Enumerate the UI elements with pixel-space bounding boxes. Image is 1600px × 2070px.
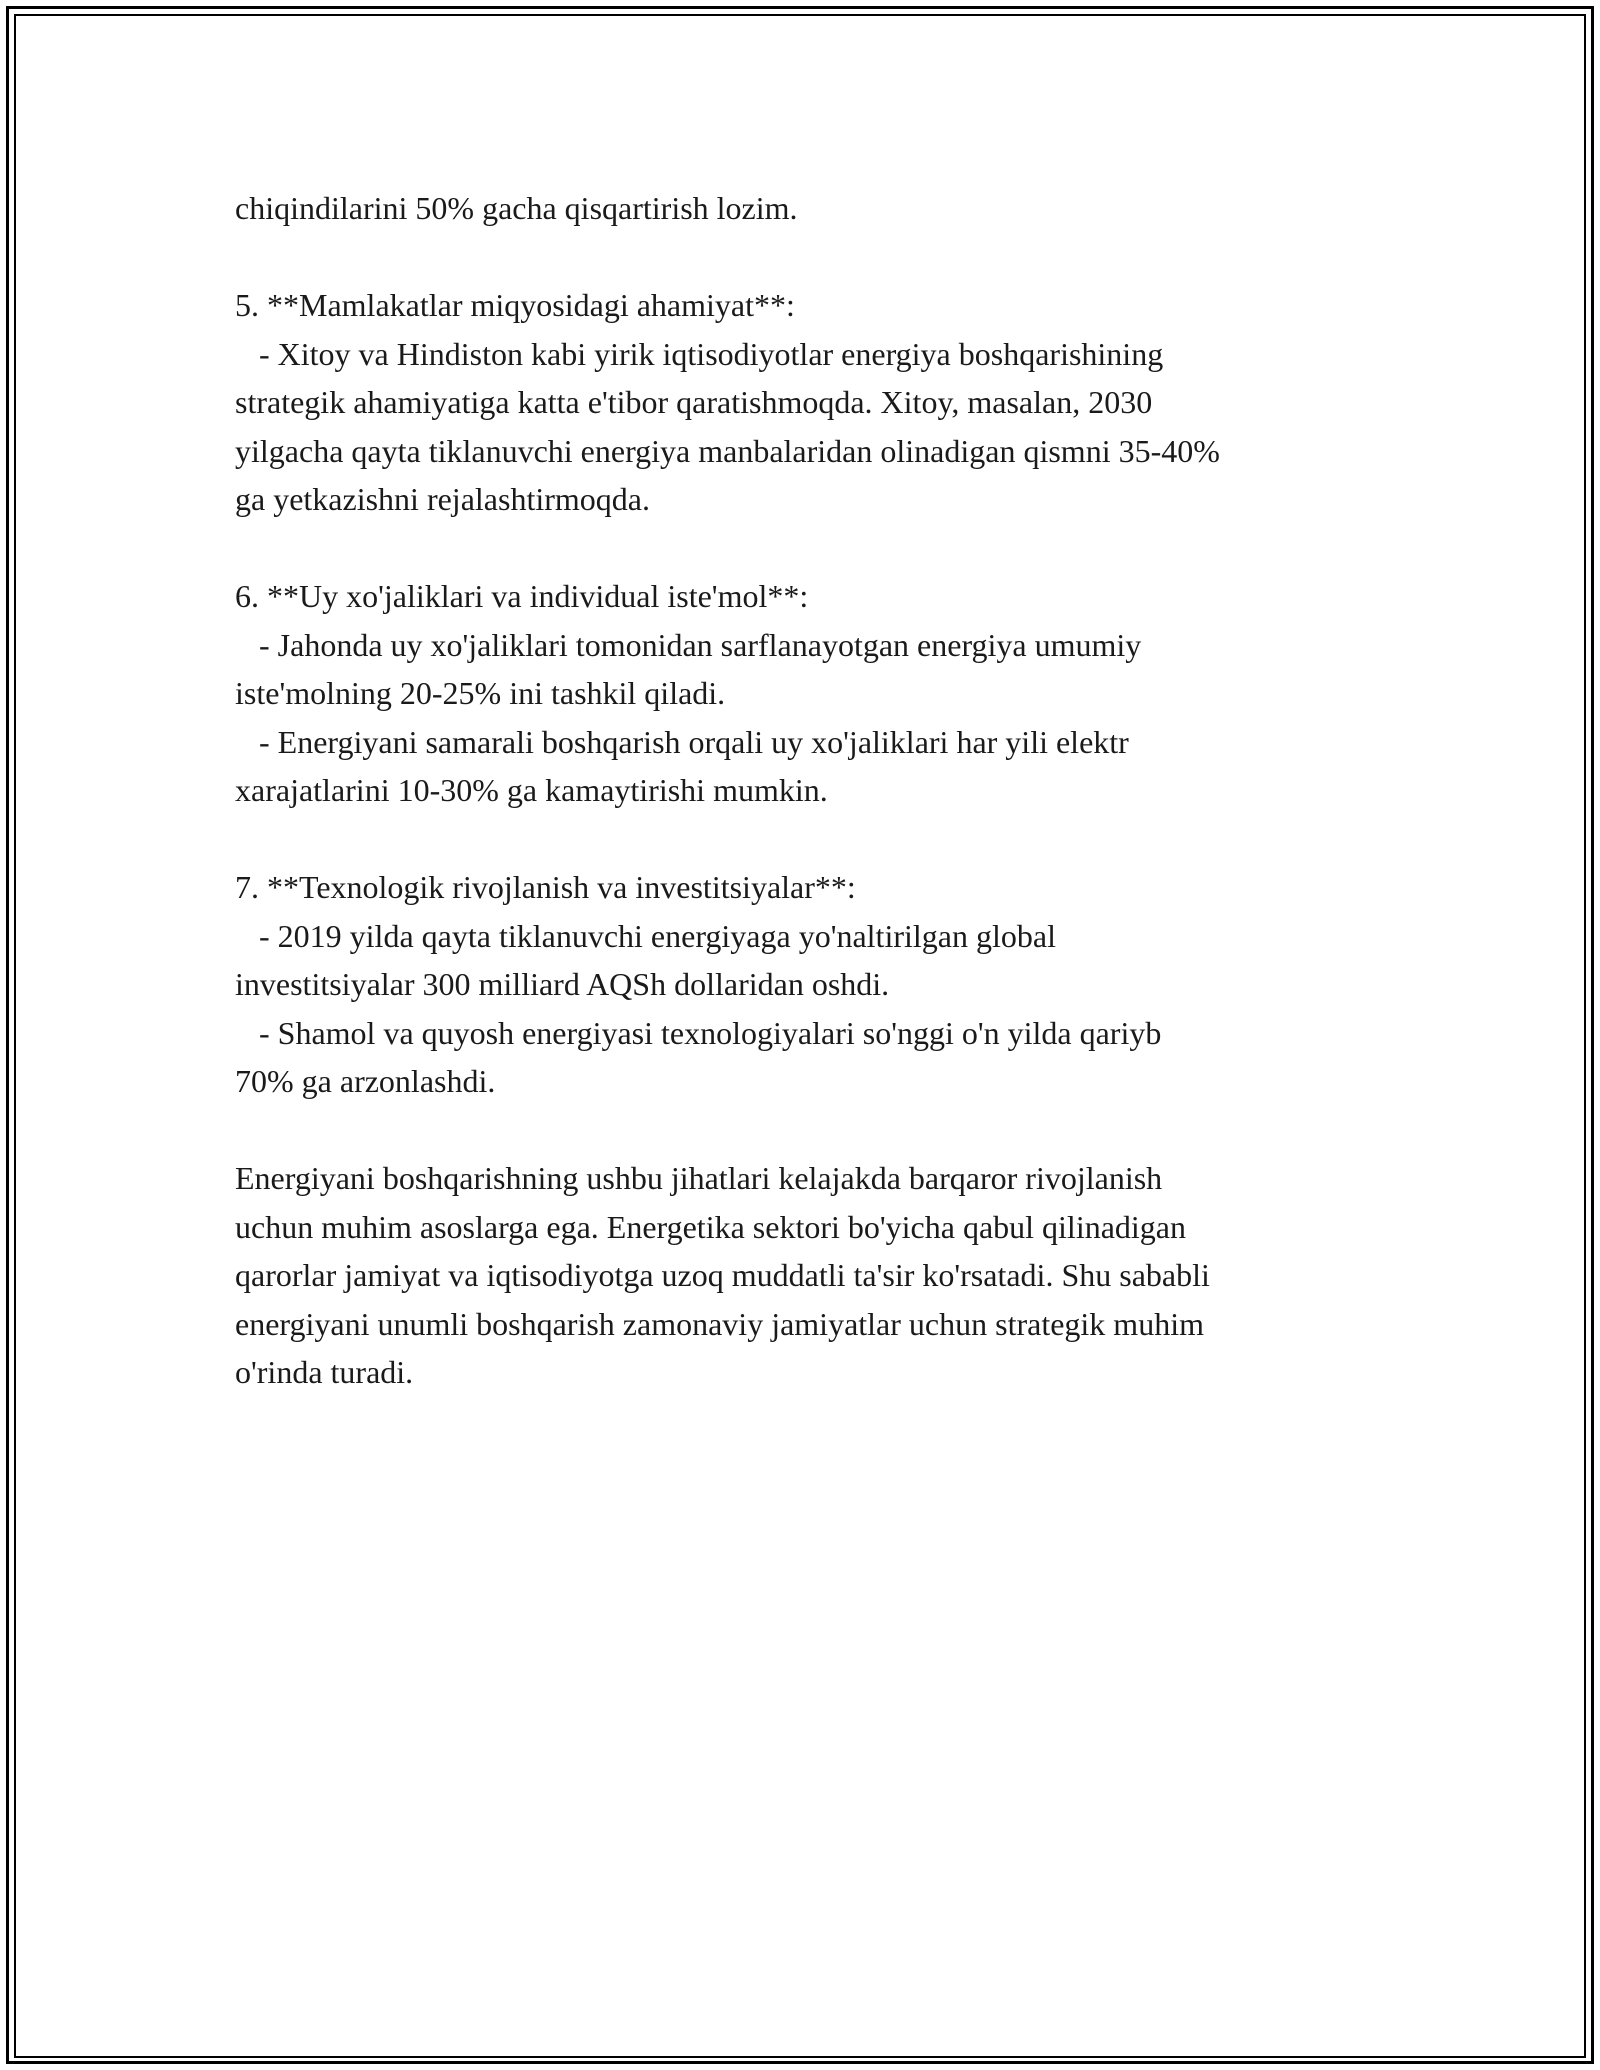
blank-line xyxy=(235,815,1395,864)
text-line: - Xitoy va Hindiston kabi yirik iqtisodiyotlar energiya boshqarishining xyxy=(235,335,1164,372)
text-line: yilgacha qayta tiklanuvchi energiya manbalaridan olinadigan qismni 35-40% xyxy=(235,432,1220,469)
text-line: - 2019 yilda qayta tiklanuvchi energiyaga yo'naltirilgan global xyxy=(235,917,1056,954)
text-line: - Energiyani samarali boshqarish orqali uy xo'jaliklari har yili elektr xyxy=(235,723,1129,760)
section-heading: 5. **Mamlakatlar miqyosidagi ahamiyat**: xyxy=(235,287,795,323)
blank-line xyxy=(235,524,1395,573)
section-heading: 6. **Uy xo'jaliklari va individual iste'mol**: xyxy=(235,578,809,614)
text-line: ga yetkazishni rejalashtirmoqda. xyxy=(235,481,650,517)
text-line: investitsiyalar 300 milliard AQSh dollaridan oshdi. xyxy=(235,966,890,1002)
text-line: chiqindilarini 50% gacha qisqartirish lozim. xyxy=(235,190,798,226)
text-line: 70% ga arzonlashdi. xyxy=(235,1063,496,1099)
conclusion-line: energiyani unumli boshqarish zamonaviy jamiyatlar uchun strategik muhim xyxy=(235,1305,1204,1342)
conclusion-line: qarorlar jamiyat va iqtisodiyotga uzoq muddatli ta'sir ko'rsatadi. Shu sababli xyxy=(235,1257,1210,1293)
text-line: xarajatlarini 10-30% ga kamaytirishi mumkin. xyxy=(235,772,828,808)
conclusion-line: uchun muhim asoslarga ega. Energetika sektori bo'yicha qabul qilinadigan xyxy=(235,1208,1186,1245)
text-line: - Jahonda uy xo'jaliklari tomonidan sarflanayotgan energiya umumiy xyxy=(235,626,1142,663)
text-line: strategik ahamiyatiga katta e'tibor qaratishmoqda. Xitoy, masalan, 2030 xyxy=(235,384,1153,420)
section-heading: 7. **Texnologik rivojlanish va investitsiyalar**: xyxy=(235,869,856,905)
text-line: iste'molning 20-25% ini tashkil qiladi. xyxy=(235,675,726,711)
document-body xyxy=(235,184,1395,1397)
conclusion-line: o'rinda turadi. xyxy=(235,1354,414,1390)
blank-line xyxy=(235,233,1395,282)
text-line: - Shamol va quyosh energiyasi texnologiyalari so'nggi o'n yilda qariyb xyxy=(235,1014,1162,1051)
conclusion-line: Energiyani boshqarishning ushbu jihatlari kelajakda barqaror rivojlanish xyxy=(235,1160,1163,1196)
blank-line xyxy=(235,1106,1395,1155)
